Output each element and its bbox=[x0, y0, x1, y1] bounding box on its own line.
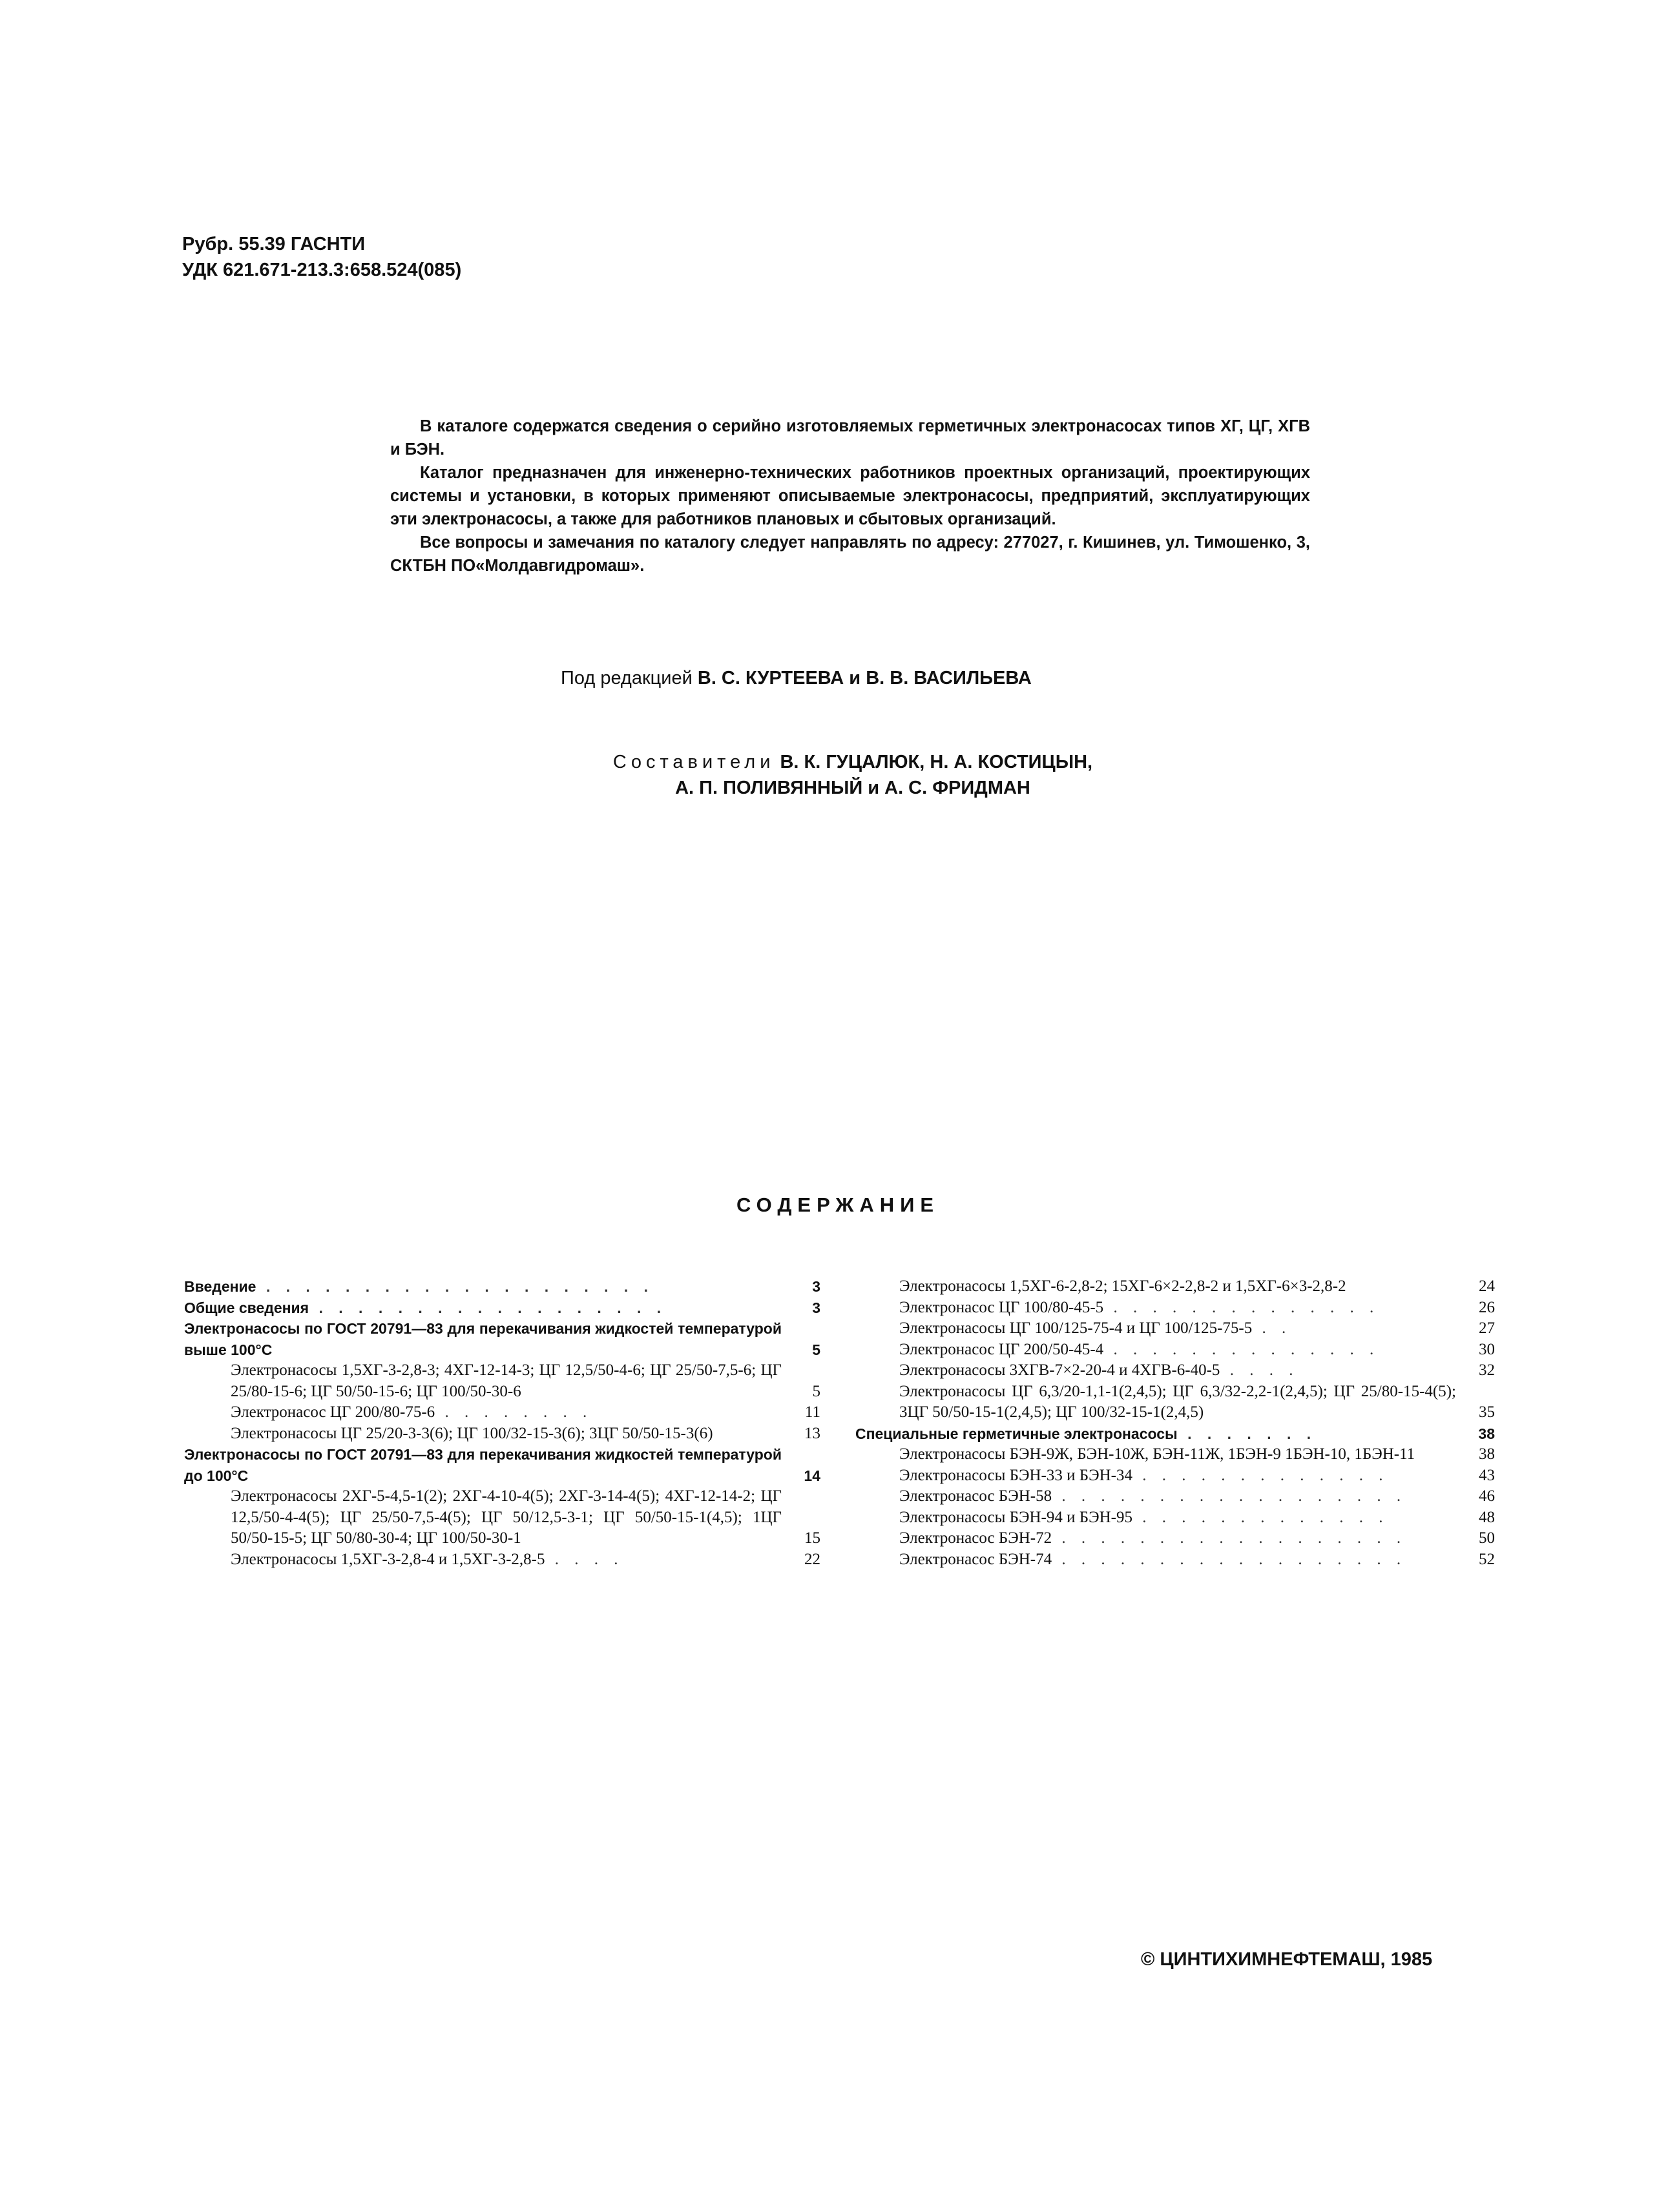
compilers-line-2: А. П. ПОЛИВЯННЫЙ и А. С. ФРИДМАН bbox=[675, 778, 1030, 798]
toc-entry-title: Электронасосы по ГОСТ 20791—83 для перекачивания жидкостей температурой до 100°С bbox=[184, 1446, 786, 1484]
toc-entry-title: Электронасос ЦГ 100/80-45-5 bbox=[899, 1298, 1104, 1316]
toc-entry-page: 30 bbox=[1479, 1340, 1495, 1358]
toc-entry-page: 3 bbox=[812, 1278, 820, 1295]
toc-entry bbox=[855, 1444, 1495, 1465]
toc-right-column bbox=[855, 1276, 1495, 1570]
toc-entry-title: Электронасосы 3ХГВ-7×2-20-4 и 4ХГВ-6-40-5 bbox=[899, 1361, 1220, 1379]
toc-entry: Электронасос БЭН-58 . . . . . . . . . . . . . . . . . . 46 bbox=[855, 1486, 1495, 1507]
toc-entry-title: Электронасосы 2ХГ-5-4,5-1(2); 2ХГ-4-10-4(5); 2ХГ-3-14-4(5); 4ХГ-12-14-2; ЦГ 12,5/50-4-4(5); ЦГ 25/50-7,5-4(5); ЦГ 50/12,5-3-1; ЦГ 50/50-15-1(4,5); 1ЦГ 50/50-15-5; ЦГ 50/80-30-4; ЦГ 100/50-30-1 bbox=[231, 1487, 786, 1547]
toc-entry bbox=[184, 1318, 820, 1360]
toc-entry-title: Электронасосы 1,5ХГ-3-2,8-3; 4ХГ-12-14-3; ЦГ 12,5/50-4-6; ЦГ 25/50-7,5-6; ЦГ 25/80-15-6; ЦГ 50/50-15-6; ЦГ 100/50-30-6 bbox=[231, 1361, 786, 1400]
toc-entry: Электронасос ЦГ 100/80-45-5 . . . . . . . . . . . . . . 26 bbox=[855, 1297, 1495, 1319]
toc-entry-page: 5 bbox=[812, 1341, 820, 1358]
editors-names: В. С. КУРТЕЕВА и В. В. ВАСИЛЬЕВА bbox=[697, 668, 1032, 688]
toc-entry-page: 50 bbox=[1479, 1529, 1495, 1547]
toc-entry: Электронасос БЭН-74 . . . . . . . . . . . . . . . . . . 52 bbox=[855, 1549, 1495, 1571]
toc-entry-title: Электронасосы БЭН-94 и БЭН-95 bbox=[899, 1508, 1132, 1526]
toc-entry: Специальные герметичные электронасосы . . . . . . . 38 bbox=[855, 1423, 1495, 1445]
annotation-block bbox=[390, 415, 1310, 577]
compilers-label: Составители bbox=[612, 752, 775, 772]
toc-entry-title: Электронасосы по ГОСТ 20791—83 для перекачивания жидкостей температурой выше 100°С bbox=[184, 1320, 786, 1358]
toc-entry-title: Электронасос ЦГ 200/50-45-4 bbox=[899, 1340, 1104, 1358]
compilers-line-1: В. К. ГУЦАЛЮК, Н. А. КОСТИЦЫН, bbox=[780, 752, 1093, 772]
toc-entry bbox=[184, 1360, 820, 1402]
toc-entry-title: Электронасос БЭН-72 bbox=[899, 1529, 1052, 1547]
toc-entry-page: 11 bbox=[804, 1403, 820, 1421]
annotation-paragraph: Все вопросы и замечания по каталогу следует направлять по адресу: 277027, г. Кишинев, ул. Тимошенко, 3, СКТБН ПО«Молдавгидромаш». bbox=[390, 533, 1310, 575]
toc-entry-title: Электронасосы 1,5ХГ-3-2,8-4 и 1,5ХГ-3-2,8-5 bbox=[231, 1550, 545, 1568]
toc-entry-page: 22 bbox=[804, 1550, 820, 1568]
rubric-code: Рубр. 55.39 ГАСНТИ bbox=[182, 234, 366, 254]
toc-entry-page: 26 bbox=[1479, 1298, 1495, 1316]
toc-entry-title: Электронасосы БЭН-33 и БЭН-34 bbox=[899, 1466, 1132, 1484]
toc-entry: Электронасос ЦГ 200/50-45-4 . . . . . . . . . . . . . . 30 bbox=[855, 1339, 1495, 1361]
toc-left-column bbox=[184, 1276, 820, 1570]
toc-entry-page: 14 bbox=[804, 1467, 820, 1484]
toc-entry-title: Специальные герметичные электронасосы bbox=[855, 1425, 1178, 1442]
toc-entry-title: Электронасосы ЦГ 6,3/20-1,1-1(2,4,5); ЦГ 6,3/32-2,2-1(2,4,5); ЦГ 25/80-15-4(5); 3ЦГ 50/50-15-1(2,4,5); ЦГ 100/32-15-1(2,4,5) bbox=[899, 1382, 1461, 1421]
toc-entry: Электронасос ЦГ 200/80-75-6 . . . . . . . . 11 bbox=[184, 1402, 820, 1423]
toc-entry-title: Электронасосы БЭН-9Ж, БЭН-10Ж, БЭН-11Ж, 1БЭН-9 1БЭН-10, 1БЭН-11 bbox=[899, 1445, 1415, 1463]
toc-entry: Введение . . . . . . . . . . . . . . . . . . . . 3 bbox=[184, 1276, 820, 1297]
toc-entry: Электронасосы БЭН-33 и БЭН-34 . . . . . . . . . . . . . 43 bbox=[855, 1465, 1495, 1487]
toc-entry: Электронасосы 1,5ХГ-3-2,8-4 и 1,5ХГ-3-2,8-5 . . . . 22 bbox=[184, 1549, 820, 1571]
toc-entry-title: Электронасосы ЦГ 100/125-75-4 и ЦГ 100/125-75-5 bbox=[899, 1319, 1253, 1337]
toc-entry-page: 43 bbox=[1479, 1466, 1495, 1484]
toc-entry-page: 35 bbox=[1479, 1403, 1495, 1421]
toc-entry-title: Электронасосы ЦГ 25/20-3-3(6); ЦГ 100/32-15-3(6); 3ЦГ 50/50-15-3(6) bbox=[231, 1424, 713, 1442]
toc-entry-title: Электронасос БЭН-58 bbox=[899, 1487, 1052, 1505]
toc-entry-page: 3 bbox=[812, 1299, 820, 1316]
editors-line bbox=[561, 668, 1032, 689]
toc-entry-page: 38 bbox=[1478, 1425, 1495, 1442]
toc-entry: Электронасосы ЦГ 100/125-75-4 и ЦГ 100/125-75-5 . . 27 bbox=[855, 1318, 1495, 1339]
toc-entry-title: Электронасос ЦГ 200/80-75-6 bbox=[231, 1403, 435, 1421]
toc-entry: Общие сведения . . . . . . . . . . . . . . . . . . 3 bbox=[184, 1297, 820, 1319]
udc-code: УДК 621.671-213.3:658.524(085) bbox=[182, 260, 462, 280]
toc-entry-page: 15 bbox=[804, 1529, 820, 1547]
classification-block bbox=[182, 231, 461, 283]
toc-heading: СОДЕРЖАНИЕ bbox=[736, 1194, 940, 1216]
editors-label: Под редакцией bbox=[561, 668, 693, 688]
toc-entry-title: Введение bbox=[184, 1278, 256, 1295]
toc-entry-page: 52 bbox=[1479, 1550, 1495, 1568]
toc-entry-page: 32 bbox=[1479, 1361, 1495, 1379]
toc-entry bbox=[184, 1486, 820, 1549]
annotation-paragraph: Каталог предназначен для инженерно-технических работников проектных организаций, проектирующих системы и установки, в которых применяют описываемые электронасосы, предприятий, эксплуатирующих эти электронасосы, а также для работников плановых и сбытовых организаций. bbox=[390, 464, 1310, 528]
toc-entry-page: 46 bbox=[1479, 1487, 1495, 1505]
toc-entry bbox=[855, 1381, 1495, 1423]
toc-entry-title: Электронасос БЭН-74 bbox=[899, 1550, 1052, 1568]
toc-entry bbox=[184, 1423, 820, 1445]
copyright-notice: © ЦИНТИХИМНЕФТЕМАШ, 1985 bbox=[1141, 1949, 1433, 1970]
annotation-paragraph: В каталоге содержатся сведения о серийно изготовляемых герметичных электронасосах типов ХГ, ЦГ, ХГВ и БЭН. bbox=[390, 417, 1310, 459]
toc-entry-page: 5 bbox=[812, 1382, 820, 1400]
toc-entry bbox=[184, 1444, 820, 1486]
toc-entry-page: 13 bbox=[804, 1424, 820, 1442]
toc-entry-page: 24 bbox=[1479, 1277, 1495, 1295]
compilers-block bbox=[530, 749, 1176, 801]
toc-entry: Электронасосы БЭН-94 и БЭН-95 . . . . . . . . . . . . . 48 bbox=[855, 1507, 1495, 1529]
toc-entry-title: Электронасосы 1,5ХГ-6-2,8-2; 15ХГ-6×2-2,8-2 и 1,5ХГ-6×3-2,8-2 bbox=[899, 1277, 1346, 1295]
toc-entry-page: 27 bbox=[1479, 1319, 1495, 1337]
toc-entry-title: Общие сведения bbox=[184, 1299, 309, 1316]
toc-entry: Электронасосы 3ХГВ-7×2-20-4 и 4ХГВ-6-40-5 . . . . 32 bbox=[855, 1360, 1495, 1381]
toc-entry-page: 48 bbox=[1479, 1508, 1495, 1526]
toc-entry: Электронасос БЭН-72 . . . . . . . . . . . . . . . . . . 50 bbox=[855, 1528, 1495, 1549]
toc-entry-page: 38 bbox=[1479, 1445, 1495, 1463]
toc-entry bbox=[855, 1276, 1495, 1297]
